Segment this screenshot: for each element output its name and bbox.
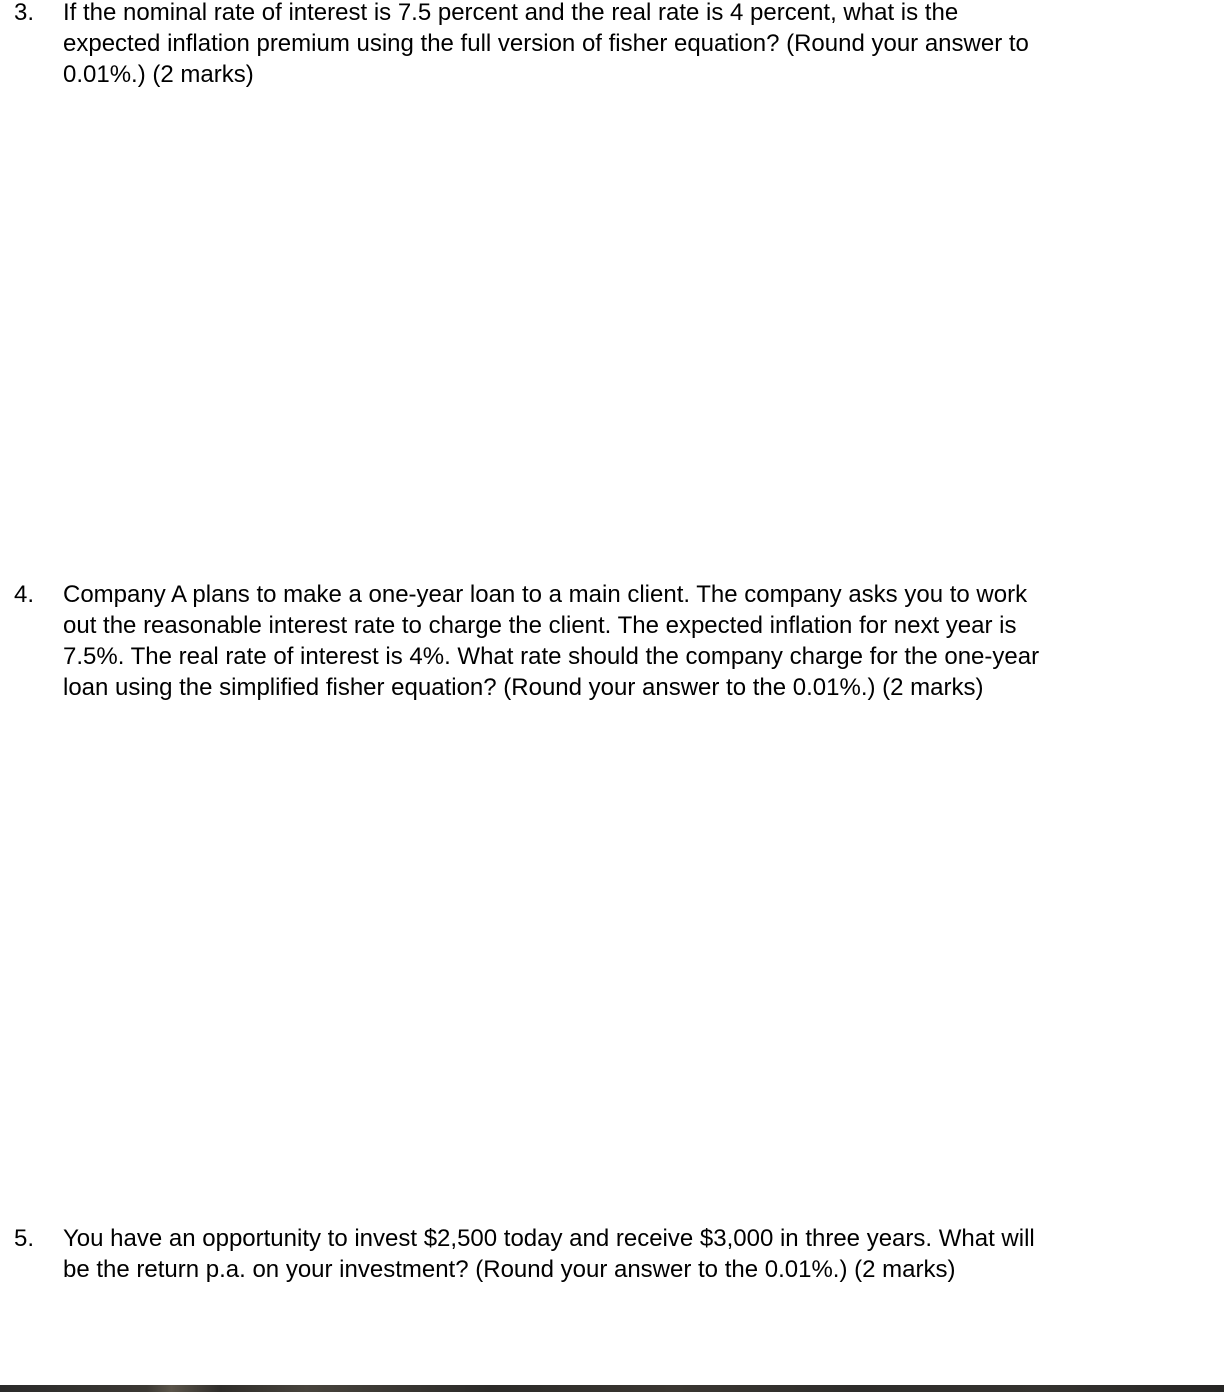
question-text-line: You have an opportunity to invest $2,500 today and receive $3,000 in three years. What will: [63, 1225, 1035, 1252]
question-text-line: 7.5%. The real rate of interest is 4%. What rate should the company charge for the one-year: [63, 643, 1040, 670]
question-text-line: If the nominal rate of interest is 7.5 percent and the real rate is 4 percent, what is the: [63, 0, 959, 26]
question-number: 3.: [14, 0, 35, 26]
question-text-line: loan using the simplified fisher equation? (Round your answer to the 0.01%.) (2 marks): [63, 674, 984, 701]
question-number: 4.: [14, 581, 35, 608]
question-text: [63, 0, 1173, 90]
question-number: 5.: [14, 1225, 35, 1252]
question-text-line: out the reasonable interest rate to charge the client. The expected inflation for next year is: [63, 612, 1017, 639]
question-text: [63, 1223, 1173, 1285]
question-text-line: Company A plans to make a one-year loan to a main client. The company asks you to work: [63, 581, 1028, 608]
bottom-edge-strip: [0, 1385, 1224, 1392]
question-text-line: be the return p.a. on your investment? (Round your answer to the 0.01%.) (2 marks): [63, 1256, 956, 1283]
question-text: [63, 579, 1173, 703]
question-text-line: 0.01%.) (2 marks): [63, 61, 254, 88]
question-text-line: expected inflation premium using the full version of fisher equation? (Round your answer to: [63, 30, 1029, 57]
